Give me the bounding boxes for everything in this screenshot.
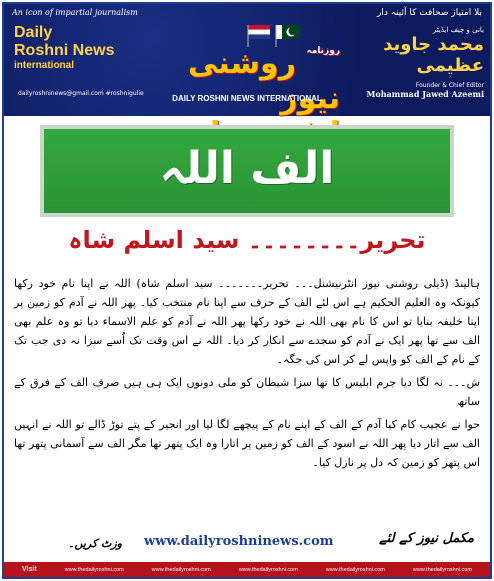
calligraphy-text: الف اللہ [159, 143, 335, 194]
flags-icon [246, 22, 302, 48]
brand-line-daily: Daily [14, 24, 53, 41]
calligraphy-panel [40, 125, 454, 217]
cta-suffix: وزٹ کریں۔ [68, 537, 122, 550]
footer-link[interactable]: www.thedailyroshni.com [151, 566, 211, 573]
masthead [4, 4, 490, 116]
editor-role: Founder & Chief Editor [415, 82, 484, 89]
tagline-urdu: بلا امتیاز صحافت کا آئینہ دار [377, 8, 482, 18]
footer-link[interactable]: www.thedailyroshni.com [412, 566, 472, 573]
footer-visit-label: Visit [22, 566, 37, 573]
logo-prefix: روزنامہ [306, 46, 340, 56]
article-paragraph: ہالینڈ (ڈیلی روشنی نیوز انٹرنیشنل۔۔۔ تحریر۔۔۔۔۔۔۔ سید اسلم شاہ) اللہ نے اپنا نام خود رکھا کیونکہ وہ العلیم الحکیم ہے اس لئے الف کے حرف سے اپنا نام منتخب کیا۔ پھر اللہ نے آدم کو زمین پر اپنا خلیفہ بنایا تو اس کا نام بھی اللہ نے خود رکھا پھر اللہ نے آدم کو علم الاسماء دیا تو وہ علم بھی الف سے تھا پھر ایک نے آدم کو سجدے سے انکار کر دیا۔ اللہ نے اس وقت تک اُسے سزا نہ دی جب تک کے نام کے الف کو واپس لے کر اس کی جگہ۔ [14, 277, 480, 366]
logo-urdu-main: روشنی نیوز [187, 46, 340, 116]
website-link[interactable]: www.dailyroshninews.com [144, 534, 334, 549]
footer-link[interactable]: www.thedailyroshni.com [64, 566, 124, 573]
cta-prefix: مکمل نیوز کے لئے [379, 531, 474, 546]
email-text: dailyroshninews@gmail.com [18, 90, 104, 97]
footer-link[interactable]: www.thedailyroshni.com [238, 566, 298, 573]
article-paragraph: حوا نے عجیب کام کیا آدم کے الف کے اپنے نام کے پیچھے لگا لیا اور انجیر کے پتے توڑ ڈالے تو اللہ نے انہیں الف سے اتار دیا پھر اللہ نے اسود کے الف کو زمین پر اتارا وہ ایک پتھر تھا مگر الف سے آسمانی پتھر تھا اس پتھر کو زمین کہ دل پر نازل کیا۔ [14, 418, 480, 469]
footer-link[interactable]: www.thedailyroshni.com [325, 566, 385, 573]
logo-subtitle: DAILY ROSHNI NEWS INTERNATIONAL [172, 94, 322, 103]
editor-title-urdu: بانی و چیف ایڈیٹر [432, 26, 484, 34]
editor-name: Mohammad Jawed Azeemi [366, 89, 484, 99]
footer-bar [4, 562, 490, 577]
author-byline: تحریر۔۔۔۔۔۔۔۔ سید اسلم شاہ [68, 226, 426, 254]
brand-logo [14, 24, 122, 86]
article-card [2, 2, 492, 579]
contact-email [18, 90, 144, 97]
brand-line-international: international [14, 60, 75, 71]
editor-block [364, 26, 484, 99]
email-handle: #roshnigulie [105, 90, 144, 97]
tagline-english: An icon of impartial journalism [12, 8, 138, 17]
article-paragraph: ش۔۔۔ نہ لگا دیا جرم ابلیس کا تھا سزا شیطان کو ملی دونوں ایک ہی ہیں صرف الف کے فرق کے ساتھ [14, 376, 480, 408]
editor-name-urdu: محمد جاوید عظیمی [383, 34, 484, 76]
visit-website-line [68, 531, 474, 553]
article-body [14, 274, 480, 476]
brand-line-roshni: Roshni News [14, 42, 115, 59]
